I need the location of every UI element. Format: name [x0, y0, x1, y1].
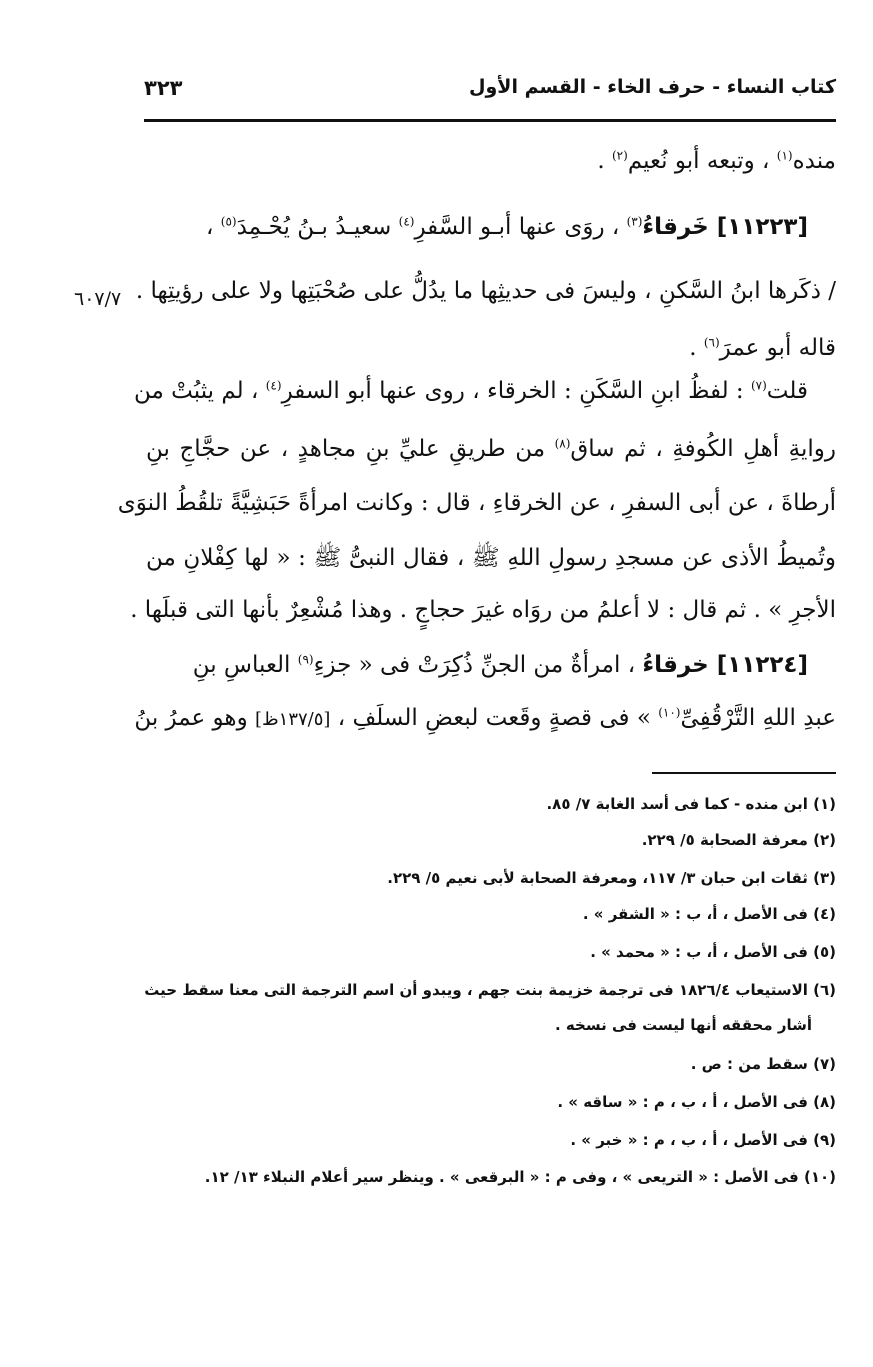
manuscript-ref: [١٣٧/٥ظ]: [254, 709, 331, 730]
footnote-rule: [652, 772, 836, 774]
running-title: كتاب النساء - حرف الخاء - القسم الأول: [469, 76, 836, 98]
header-rule: [144, 119, 836, 122]
text-line-4: قاله أبو عمرَ$^{(٦)}$ .: [689, 335, 836, 361]
text-line-11: عبدِ اللهِ التَّرْقُفِىِّ$^{(١٠)}$ » فى قصةٍ وقَعت لبعضِ السلَفِ ، [١٣٧/٥ظ] وهو عمرُ بنُ: [134, 705, 836, 731]
page-number: ٣٢٣: [144, 76, 183, 100]
text-line-9: الأجرِ » . ثم قال : لا أعلمُ من روَاه غيرَ حجاجٍ . وهذا مُشْعِرٌ بأنها التى قبلَها .: [130, 597, 836, 623]
text-line-3: / ذكَرها ابنُ السَّكنِ ، وليسَ فى حديثِها ما يدُلُّ على صُحْبَتِها ولا على رؤيتِها .: [135, 278, 836, 304]
footnote-10: (١٠) فى الأصل : « التريعى » ، وفى م : « البرقعى » . وينظر سير أعلام النبلاء ١٣/ ١٢.: [204, 1168, 836, 1186]
entry-11223-line: [١١٢٢٣] خَرقاءُ$^{(٣)}$ ، روَى عنها أبـو السَّفرِ$^{(٤)}$ سعيـدُ بـنُ يُحْـمِدَ$^{(٥)}$ ،: [206, 214, 808, 240]
footnote-ref: (١٠): [658, 705, 681, 720]
text-line-5: قلت$^{(٧)}$ : لفظُ ابنِ السَّكَنِ : الخرقاء ، روى عنها أبو السفرِ$^{(٤)}$ ، لم يثبُتْ من: [134, 378, 808, 404]
footnote-ref: (٧): [750, 378, 767, 393]
footnote-ref: (٤): [265, 378, 282, 393]
footnote-ref: (٨): [554, 436, 571, 451]
text-line-8: وتُميطُ الأذى عن مسجدِ رسولِ اللهِ ﷺ ، فقال النبىُّ ﷺ : « لها كِفْلانِ من: [146, 545, 836, 571]
footnote-3: (٣) ثقات ابن حبان ٣/ ١١٧، ومعرفة الصحابة لأبى نعيم ٥/ ٢٢٩.: [387, 869, 836, 887]
entry-number: [١١٢٢٤] خرقاءُ: [642, 652, 808, 678]
footnote-ref: (٤): [398, 214, 415, 229]
footnote-1: (١) ابن منده - كما فى أسد الغابة ٧/ ٨٥.: [546, 795, 836, 813]
entry-number: [١١٢٢٣] خَرقاءُ: [642, 214, 808, 240]
page-header: [144, 70, 836, 116]
footnote-8: (٨) فى الأصل ، أ ، ب ، م : « ساقه » .: [557, 1093, 836, 1111]
footnote-ref: (٢): [611, 148, 628, 163]
footnote-ref: (٥): [220, 214, 237, 229]
footnote-4: (٤) فى الأصل ، أ، ب : « الشقر » .: [582, 905, 836, 923]
footnote-5: (٥) فى الأصل ، أ، ب : « محمد » .: [590, 943, 836, 961]
footnote-6: (٦) الاستيعاب ١٨٢٦/٤ فى ترجمة خزيمة بنت جهم ، ويبدو أن اسم الترجمة التى معنا سقط حيث: [144, 981, 836, 999]
footnote-6-continued: أشار محققه أنها ليست فى نسخه .: [555, 1016, 812, 1034]
footnote-7: (٧) سقط من : ص .: [690, 1055, 836, 1073]
footnote-ref: (١): [776, 148, 793, 163]
footnote-ref: (٦): [703, 335, 720, 350]
text-line-7: أرطاةَ ، عن أبى السفرِ ، عن الخرقاءِ ، قال : وكانت امرأةً حَبَشِيَّةً تلقُطُ النوَى: [117, 490, 836, 516]
footnote-ref: (٩): [297, 652, 314, 667]
entry-11224-line: [١١٢٢٤] خرقاءُ ، امرأةٌ من الجنِّ ذُكِرَتْ فى « جزءِ$^{(٩)}$ العباسِ بنِ: [192, 652, 808, 678]
footnote-9: (٩) فى الأصل ، أ ، ب ، م : « خبر » .: [570, 1131, 836, 1149]
text-line-1: منده$^{(١)}$ ، وتبعه أبو نُعيم$^{(٢)}$ .: [597, 148, 836, 174]
footnote-2: (٢) معرفة الصحابة ٥/ ٢٢٩.: [641, 831, 836, 849]
text-line-6: روايةِ أهلِ الكُوفةِ ، ثم ساق$^{(٨)}$ من طريقِ عليِّ بنِ مجاهدٍ ، عن حجَّاجِ بنِ: [146, 436, 836, 462]
footnote-ref: (٣): [626, 214, 643, 229]
margin-reference: ٦٠٧/٧: [74, 288, 122, 310]
